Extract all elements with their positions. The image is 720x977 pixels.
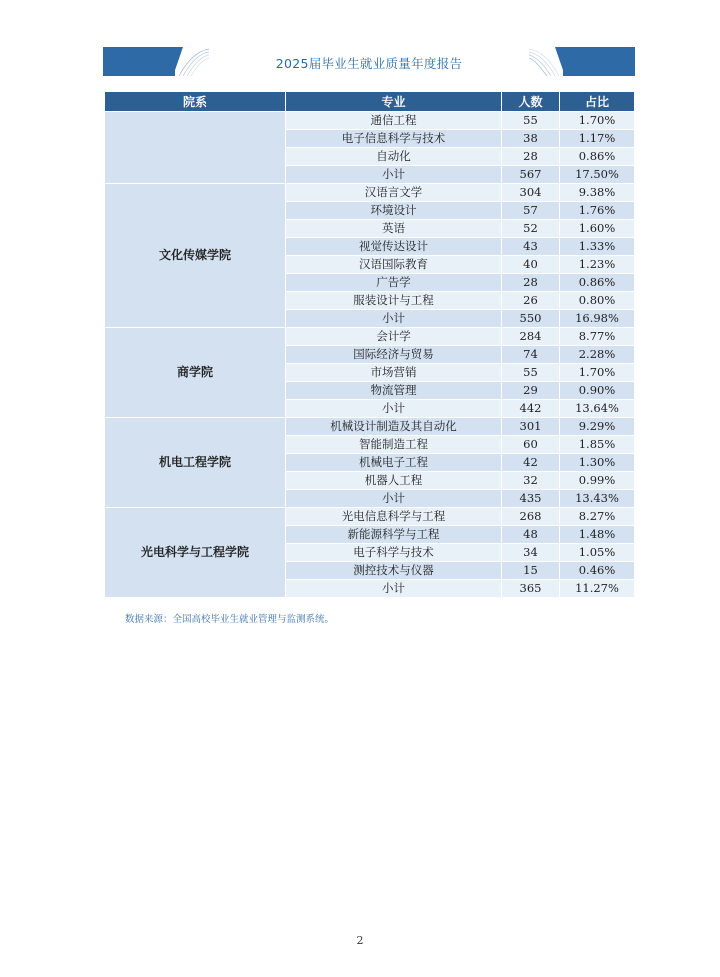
major-cell: 新能源科学与工程	[286, 526, 502, 544]
major-cell: 小计	[286, 310, 502, 328]
ratio-cell: 1.76%	[560, 202, 635, 220]
major-cell: 会计学	[286, 328, 502, 346]
major-cell: 机器人工程	[286, 472, 502, 490]
count-cell: 304	[502, 184, 560, 202]
ratio-cell: 1.70%	[560, 364, 635, 382]
table-row	[105, 184, 635, 202]
count-cell: 29	[502, 382, 560, 400]
count-cell: 268	[502, 508, 560, 526]
major-cell: 机械电子工程	[286, 454, 502, 472]
major-cell: 机械设计制造及其自动化	[286, 418, 502, 436]
major-cell: 物流管理	[286, 382, 502, 400]
count-cell: 435	[502, 490, 560, 508]
count-cell: 284	[502, 328, 560, 346]
table-body	[105, 112, 635, 598]
count-cell: 567	[502, 166, 560, 184]
count-cell: 55	[502, 112, 560, 130]
ratio-cell: 1.30%	[560, 454, 635, 472]
header-decoration-right	[529, 47, 635, 76]
major-cell: 汉语言文学	[286, 184, 502, 202]
count-cell: 42	[502, 454, 560, 472]
major-cell: 通信工程	[286, 112, 502, 130]
source-note: 数据来源：全国高校毕业生就业管理与监测系统。	[125, 614, 335, 625]
major-cell: 广告学	[286, 274, 502, 292]
ratio-cell: 1.48%	[560, 526, 635, 544]
major-cell: 智能制造工程	[286, 436, 502, 454]
ratio-cell: 0.46%	[560, 562, 635, 580]
count-cell: 32	[502, 472, 560, 490]
ratio-cell: 16.98%	[560, 310, 635, 328]
major-cell: 视觉传达设计	[286, 238, 502, 256]
count-cell: 52	[502, 220, 560, 238]
ratio-cell: 1.60%	[560, 220, 635, 238]
ratio-cell: 11.27%	[560, 580, 635, 598]
college-cell: 光电科学与工程学院	[105, 508, 286, 598]
count-cell: 57	[502, 202, 560, 220]
major-cell: 环境设计	[286, 202, 502, 220]
college-cell: 商学院	[105, 328, 286, 418]
col-header-college: 院系	[105, 92, 286, 112]
major-cell: 测控技术与仪器	[286, 562, 502, 580]
count-cell: 26	[502, 292, 560, 310]
ratio-cell: 1.17%	[560, 130, 635, 148]
ratio-cell: 1.05%	[560, 544, 635, 562]
ratio-cell: 1.70%	[560, 112, 635, 130]
report-header	[103, 47, 635, 76]
major-cell: 光电信息科学与工程	[286, 508, 502, 526]
major-cell: 电子科学与技术	[286, 544, 502, 562]
major-cell: 英语	[286, 220, 502, 238]
count-cell: 38	[502, 130, 560, 148]
major-distribution-table	[104, 91, 635, 598]
count-cell: 48	[502, 526, 560, 544]
major-cell: 自动化	[286, 148, 502, 166]
ratio-cell: 13.64%	[560, 400, 635, 418]
count-cell: 28	[502, 274, 560, 292]
count-cell: 43	[502, 238, 560, 256]
count-cell: 74	[502, 346, 560, 364]
count-cell: 60	[502, 436, 560, 454]
table-header-row	[105, 92, 635, 112]
ratio-cell: 1.33%	[560, 238, 635, 256]
count-cell: 34	[502, 544, 560, 562]
major-cell: 汉语国际教育	[286, 256, 502, 274]
count-cell: 15	[502, 562, 560, 580]
major-cell: 小计	[286, 166, 502, 184]
major-cell: 国际经济与贸易	[286, 346, 502, 364]
table-row	[105, 418, 635, 436]
col-header-major: 专业	[286, 92, 502, 112]
ratio-cell: 2.28%	[560, 346, 635, 364]
count-cell: 28	[502, 148, 560, 166]
table-row	[105, 328, 635, 346]
table-row	[105, 508, 635, 526]
count-cell: 550	[502, 310, 560, 328]
count-cell: 442	[502, 400, 560, 418]
college-cell: 文化传媒学院	[105, 184, 286, 328]
ratio-cell: 0.99%	[560, 472, 635, 490]
ratio-cell: 9.29%	[560, 418, 635, 436]
count-cell: 365	[502, 580, 560, 598]
count-cell: 301	[502, 418, 560, 436]
college-cell: 机电工程学院	[105, 418, 286, 508]
ratio-cell: 0.86%	[560, 274, 635, 292]
report-title: 2025届毕业生就业质量年度报告	[275, 56, 463, 71]
table-row	[105, 112, 635, 130]
ratio-cell: 0.86%	[560, 148, 635, 166]
ratio-cell: 0.80%	[560, 292, 635, 310]
ratio-cell: 13.43%	[560, 490, 635, 508]
ratio-cell: 1.23%	[560, 256, 635, 274]
ratio-cell: 1.85%	[560, 436, 635, 454]
count-cell: 55	[502, 364, 560, 382]
major-cell: 小计	[286, 490, 502, 508]
ratio-cell: 8.27%	[560, 508, 635, 526]
col-header-count: 人数	[502, 92, 560, 112]
college-cell	[105, 112, 286, 184]
ratio-cell: 0.90%	[560, 382, 635, 400]
count-cell: 40	[502, 256, 560, 274]
page-number: 2	[356, 934, 364, 947]
major-cell: 电子信息科学与技术	[286, 130, 502, 148]
major-cell: 小计	[286, 580, 502, 598]
major-cell: 服装设计与工程	[286, 292, 502, 310]
ratio-cell: 9.38%	[560, 184, 635, 202]
col-header-ratio: 占比	[560, 92, 635, 112]
ratio-cell: 17.50%	[560, 166, 635, 184]
major-cell: 小计	[286, 400, 502, 418]
major-cell: 市场营销	[286, 364, 502, 382]
ratio-cell: 8.77%	[560, 328, 635, 346]
